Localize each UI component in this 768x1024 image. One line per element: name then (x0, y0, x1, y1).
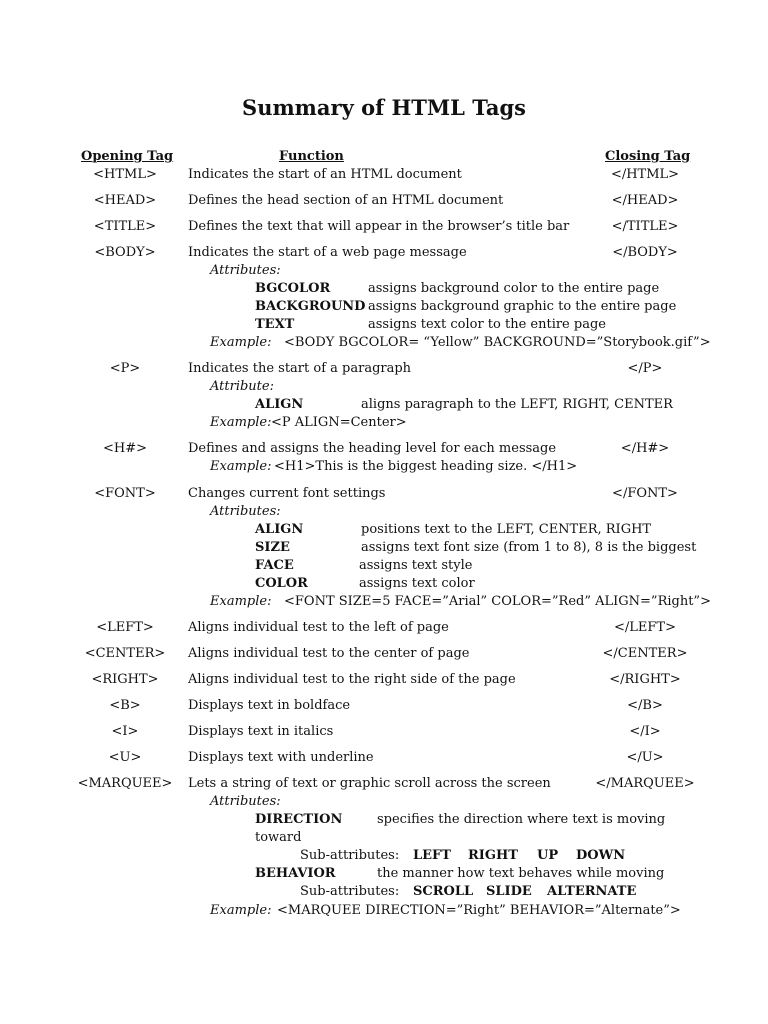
example-code: <H1>This is the biggest heading size. </H1> (274, 459, 578, 474)
attribute-desc: assigns background graphic to the entire page (368, 299, 677, 314)
closing-tag-header: Closing Tag (605, 149, 691, 164)
example-label: Example: (210, 335, 272, 350)
tag-function: Displays text with underline (188, 750, 374, 765)
tag-function: Indicates the start of a paragraph (188, 361, 412, 376)
function-header: Function (279, 149, 344, 164)
opening-tag-header: Opening Tag (81, 149, 174, 164)
tag-function: Changes current font settings (188, 486, 386, 501)
sub-attribute: RIGHT (468, 848, 518, 863)
attributes-label: Attributes: (210, 504, 281, 519)
tag-function: Defines the head section of an HTML document (188, 193, 504, 208)
attribute-name: ALIGN (255, 397, 304, 412)
sub-attribute: DOWN (576, 848, 626, 863)
closing-tag: </HTML> (610, 167, 680, 182)
closing-tag: </CENTER> (602, 646, 688, 661)
attributes-label: Attributes: (210, 263, 281, 278)
example-code: <P ALIGN=Center> (271, 415, 407, 430)
attribute-name: DIRECTION (255, 812, 343, 827)
closing-tag: </LEFT> (614, 620, 676, 635)
attribute-desc: assigns text color to the entire page (368, 317, 606, 332)
opening-tag: <MARQUEE> (77, 776, 173, 791)
opening-tag: <P> (109, 361, 141, 376)
closing-tag: </B> (627, 698, 663, 713)
attribute-name: ALIGN (255, 522, 304, 537)
attribute-desc: assigns text font size (from 1 to 8), 8 is the biggest (361, 540, 697, 555)
tag-function: Displays text in italics (188, 724, 334, 739)
tag-function: Aligns individual test to the left of page (188, 620, 449, 635)
closing-tag: </MARQUEE> (595, 776, 695, 791)
closing-tag: </FONT> (612, 486, 678, 501)
opening-tag: <U> (108, 750, 142, 765)
opening-tag: <LEFT> (96, 620, 154, 635)
page-title: Summary of HTML Tags (242, 95, 526, 120)
example-code: <MARQUEE DIRECTION=”Right” BEHAVIOR=”Alternate”> (277, 903, 681, 918)
tag-function: Aligns individual test to the center of page (188, 646, 470, 661)
attribute-name: BGCOLOR (255, 281, 331, 296)
sub-attribute: LEFT (413, 848, 451, 863)
attribute-name: BACKGROUND (255, 299, 366, 314)
tag-function: Indicates the start of an HTML document (188, 167, 462, 182)
opening-tag: <FONT> (94, 486, 156, 501)
sub-attributes-label: Sub-attributes: (300, 884, 400, 899)
attribute-name: SIZE (255, 540, 290, 555)
sub-attribute: ALTERNATE (547, 884, 637, 899)
closing-tag: </TITLE> (611, 219, 679, 234)
example-label: Example: (210, 903, 272, 918)
attribute-desc: specifies the direction where text is moving (377, 812, 666, 827)
closing-tag: </RIGHT> (609, 672, 681, 687)
closing-tag: </HEAD> (611, 193, 679, 208)
closing-tag: </H#> (620, 441, 670, 456)
closing-tag: </P> (627, 361, 663, 376)
opening-tag: <TITLE> (93, 219, 157, 234)
sub-attribute: SLIDE (486, 884, 532, 899)
attribute-desc-continued: toward (255, 830, 302, 845)
attribute-name: FACE (255, 558, 294, 573)
opening-tag: <CENTER> (84, 646, 166, 661)
attribute-name: TEXT (255, 317, 295, 332)
example-label: Example: (210, 594, 272, 609)
attribute-desc: assigns text style (359, 558, 473, 573)
example-code: <BODY BGCOLOR= “Yellow” BACKGROUND=”Storybook.gif”> (284, 335, 711, 350)
attribute-name: COLOR (255, 576, 308, 591)
opening-tag: <RIGHT> (91, 672, 159, 687)
attributes-label: Attributes: (210, 794, 281, 809)
attribute-desc: the manner how text behaves while moving (377, 866, 665, 881)
opening-tag: <H#> (102, 441, 147, 456)
sub-attributes-label: Sub-attributes: (300, 848, 400, 863)
sub-attribute: UP (537, 848, 559, 863)
closing-tag: </I> (629, 724, 661, 739)
example-label: Example: (210, 415, 272, 430)
attribute-name: BEHAVIOR (255, 866, 336, 881)
opening-tag: <HEAD> (93, 193, 157, 208)
closing-tag: </U> (626, 750, 664, 765)
tag-function: Displays text in boldface (188, 698, 351, 713)
attribute-desc: assigns background color to the entire page (368, 281, 660, 296)
sub-attribute: SCROLL (413, 884, 474, 899)
tag-function: Defines and assigns the heading level for each message (188, 441, 557, 456)
opening-tag: <HTML> (93, 167, 157, 182)
opening-tag: <B> (109, 698, 141, 713)
closing-tag: </BODY> (612, 245, 678, 260)
example-code: <FONT SIZE=5 FACE=”Arial” COLOR=”Red” ALIGN=”Right”> (284, 594, 711, 609)
example-label: Example: (210, 459, 272, 474)
attribute-desc: aligns paragraph to the LEFT, RIGHT, CENTER (361, 397, 673, 412)
opening-tag: <I> (111, 724, 139, 739)
attribute-desc: assigns text color (359, 576, 475, 591)
opening-tag: <BODY> (94, 245, 156, 260)
tag-function: Defines the text that will appear in the browser’s title bar (188, 219, 570, 234)
tag-function: Indicates the start of a web page message (188, 245, 467, 260)
attribute-label: Attribute: (210, 379, 274, 394)
tag-function: Lets a string of text or graphic scroll across the screen (188, 776, 551, 791)
tag-function: Aligns individual test to the right side of the page (188, 672, 516, 687)
attribute-desc: positions text to the LEFT, CENTER, RIGHT (361, 522, 652, 537)
